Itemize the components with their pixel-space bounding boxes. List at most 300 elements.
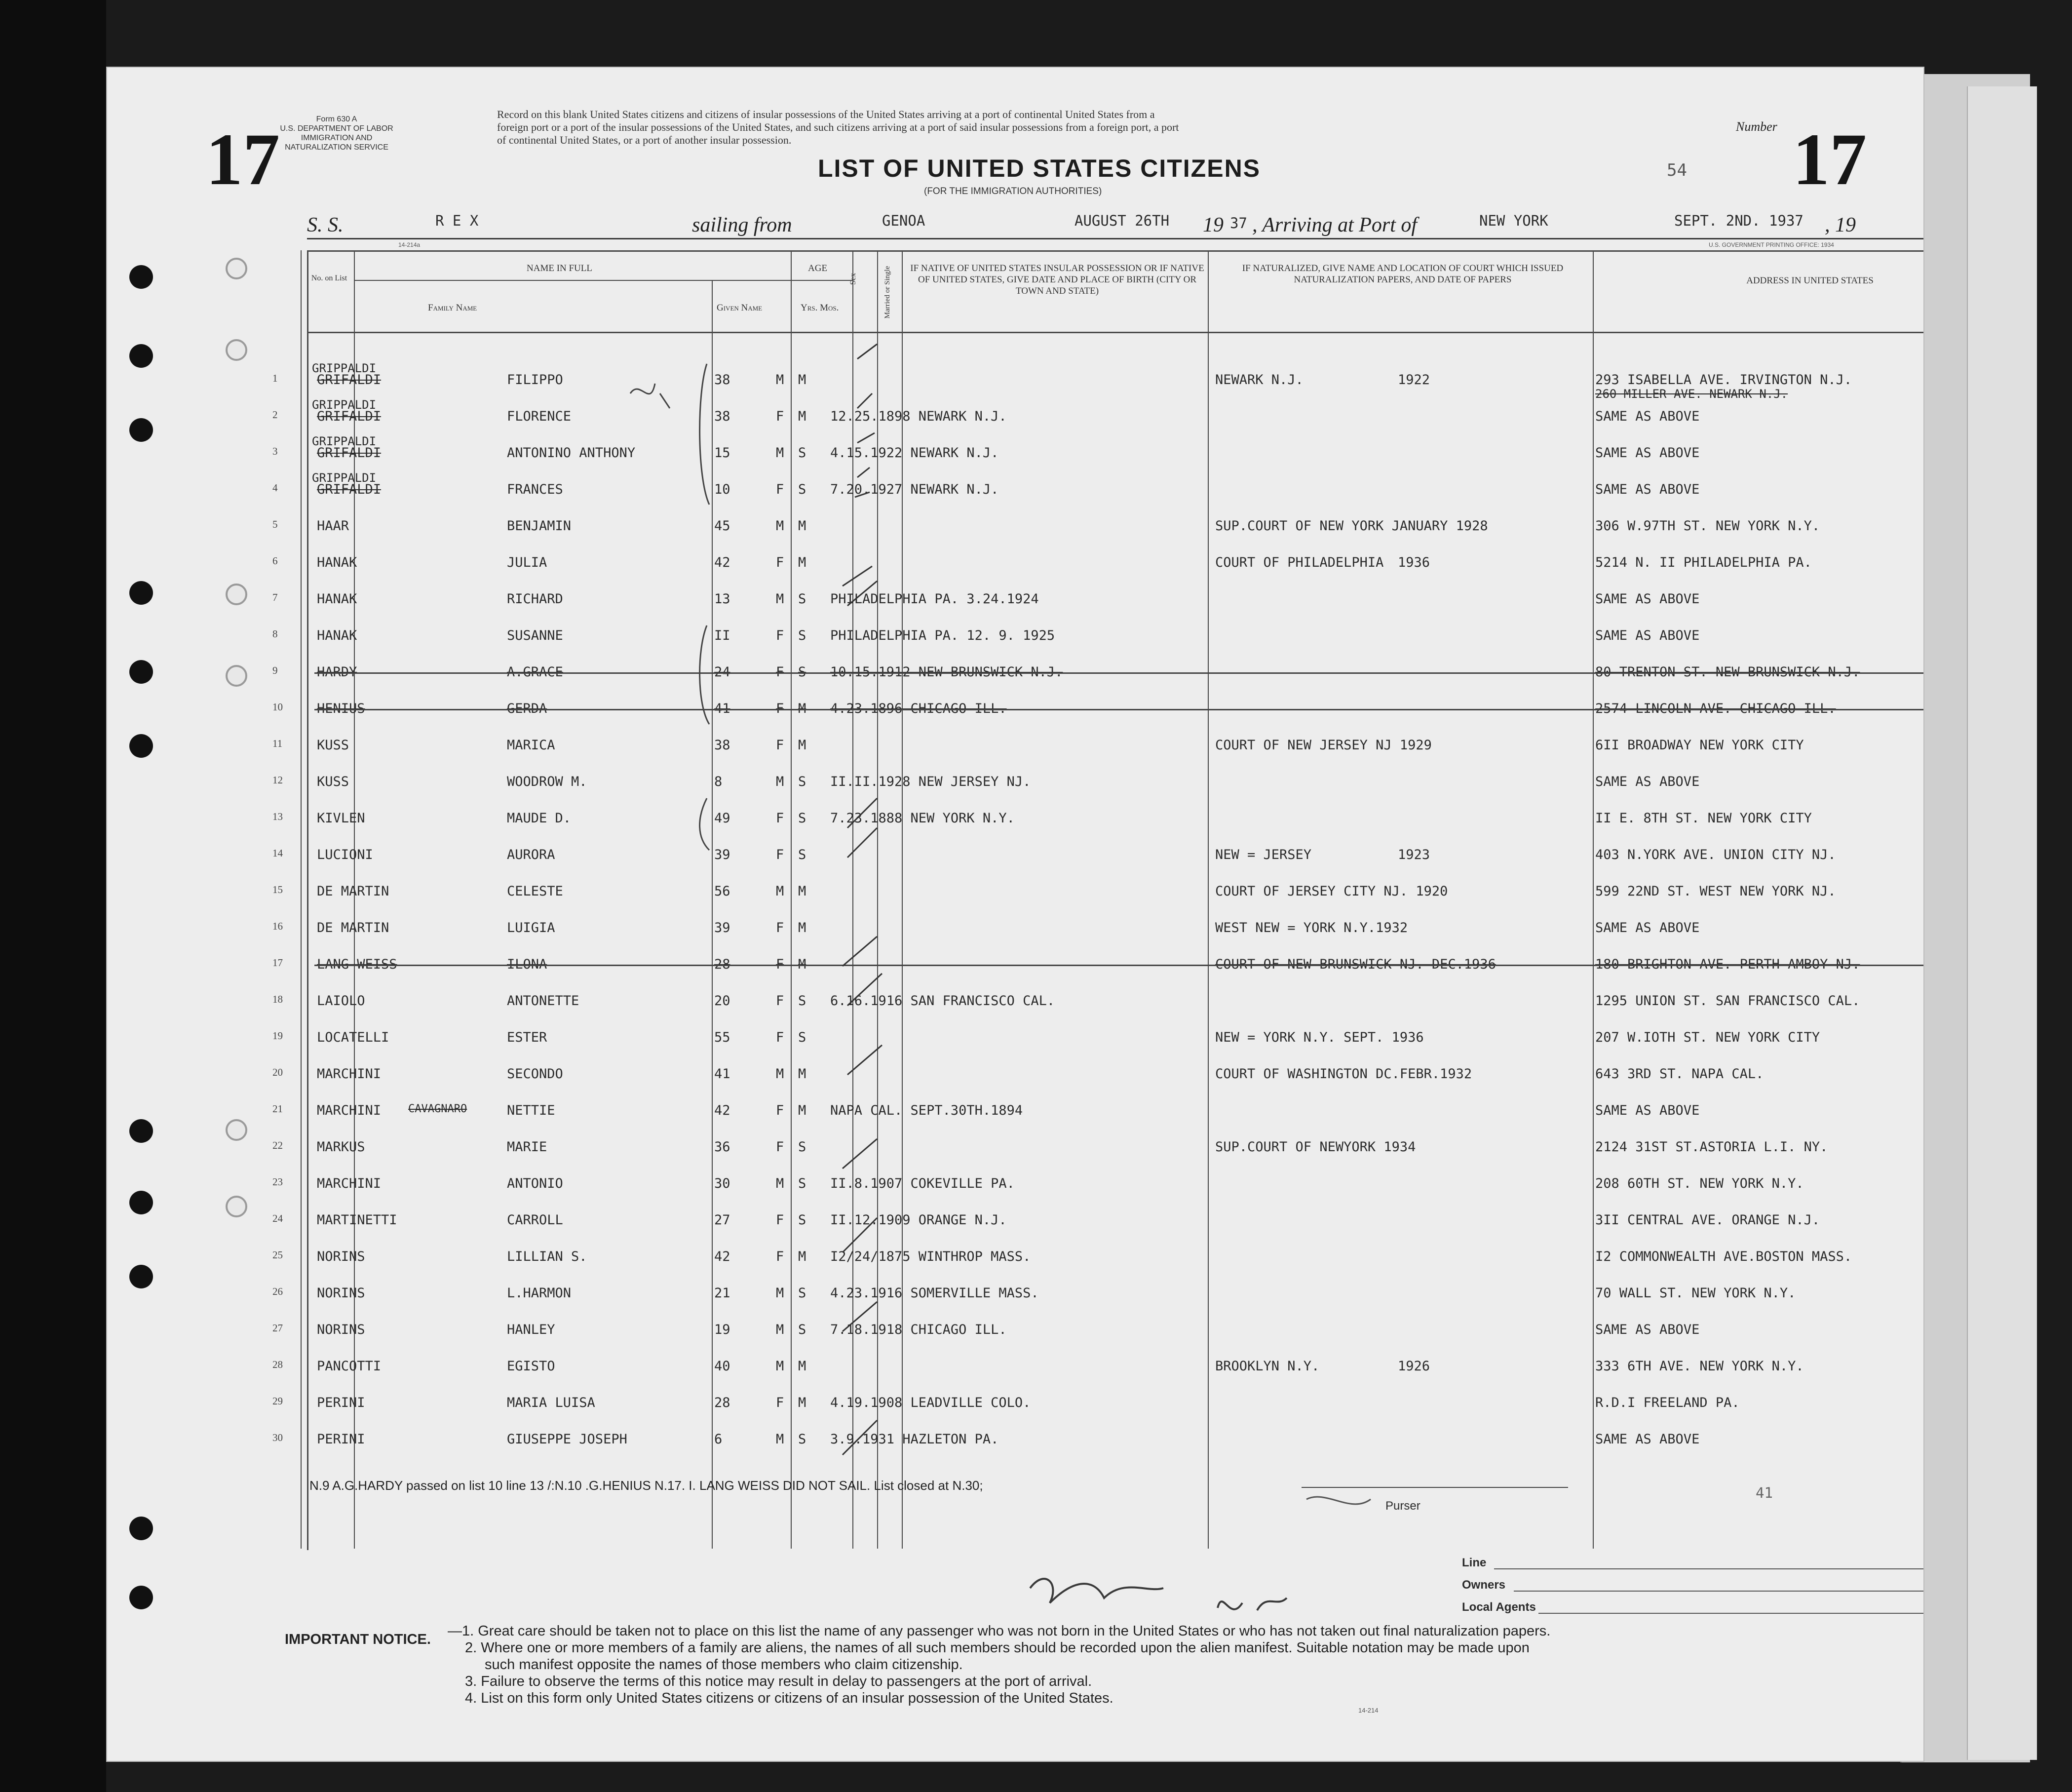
line-field [1494, 1568, 1924, 1569]
age: 28 [714, 1395, 730, 1410]
arriving-label: , Arriving at Port of [1252, 214, 1418, 236]
age: 38 [714, 372, 730, 388]
address: 2124 31ST ST.ASTORIA L.I. NY. [1595, 1139, 1828, 1155]
age: 42 [714, 1103, 730, 1118]
address: SAME AS ABOVE [1595, 409, 1700, 424]
notice-item: such manifest opposite the names of those members who claim citizenship. [485, 1657, 963, 1673]
row-number: 22 [272, 1139, 283, 1151]
marital-status: S [798, 847, 806, 862]
given-name: ANTONETTE [507, 993, 579, 1009]
row-number: 25 [272, 1249, 283, 1261]
sex: F [776, 1395, 784, 1410]
naturalization-info: BROOKLYN N.Y. [1215, 1359, 1320, 1374]
sex: F [776, 1139, 784, 1155]
preamble-line: of continental United States, or a port of another insular possession. [497, 134, 792, 146]
given-name: HANLEY [507, 1322, 555, 1337]
sex: F [776, 847, 784, 862]
address: 306 W.97TH ST. NEW YORK N.Y. [1595, 518, 1820, 534]
given-name: MAUDE D. [507, 811, 572, 826]
row-number: 14 [272, 847, 283, 859]
marital-status: S [798, 1030, 806, 1045]
sex: F [776, 555, 784, 570]
row-number: 1 [272, 372, 278, 384]
ship-name: R E X [435, 212, 479, 229]
marital-status: S [798, 1432, 806, 1447]
page-subtitle: (FOR THE IMMIGRATION AUTHORITIES) [924, 186, 1102, 196]
age: 55 [714, 1030, 730, 1045]
agents-label: Local Agents [1462, 1600, 1536, 1614]
age: 42 [714, 1249, 730, 1264]
family-name: KUSS [317, 738, 349, 753]
birth-info: PHILADELPHIA PA. 3.24.1924 [830, 591, 1039, 607]
address: R.D.I FREELAND PA. [1595, 1395, 1740, 1410]
address: 3II CENTRAL AVE. ORANGE N.J. [1595, 1212, 1820, 1228]
footer-form-code: 14-214 [1358, 1707, 1379, 1714]
birth-info: 3.9.1931 HAZLETON PA. [830, 1432, 999, 1447]
row-number: 12 [272, 774, 283, 786]
given-name: SUSANNE [507, 628, 563, 643]
address: SAME AS ABOVE [1595, 1103, 1700, 1118]
family-name: HANAK [317, 591, 357, 607]
age: 8 [714, 774, 723, 789]
row-number: 11 [272, 738, 283, 749]
given-name: NETTIE [507, 1103, 555, 1118]
page-count: 41 [1756, 1484, 1773, 1501]
marital-status: S [798, 664, 806, 680]
age: 56 [714, 884, 730, 899]
address: SAME AS ABOVE [1595, 445, 1700, 461]
marital-status: S [798, 1212, 806, 1228]
department-name: U.S. DEPARTMENT OF LABOR [280, 124, 393, 133]
arrival-port: NEW YORK [1479, 212, 1548, 229]
family-name: PANCOTTI [317, 1359, 382, 1374]
row-number: 15 [272, 884, 283, 896]
given-name: A.GRACE [507, 664, 563, 680]
closing-note: N.9 A.G.HARDY passed on list 10 line 13 /:N.10 .G.HENIUS N.17. I. LANG WEISS DID NOT SAIL. List closed at N.30; [309, 1478, 983, 1493]
sex: F [776, 993, 784, 1009]
given-name: ANTONIO [507, 1176, 563, 1191]
age: 39 [714, 920, 730, 935]
family-name: HANAK [317, 555, 357, 570]
row-number: 6 [272, 555, 278, 567]
birth-info: 7.23.1888 NEW YORK N.Y. [830, 811, 1015, 826]
birth-info: NAPA CAL. SEPT.30TH.1894 [830, 1103, 1023, 1118]
address: SAME AS ABOVE [1595, 774, 1700, 789]
family-name: GRIFALDI [317, 372, 382, 388]
row-number: 13 [272, 811, 283, 822]
address: 207 W.IOTH ST. NEW YORK CITY [1595, 1030, 1820, 1045]
address: I2 COMMONWEALTH AVE.BOSTON MASS. [1595, 1249, 1852, 1264]
given-name: CELESTE [507, 884, 563, 899]
sex: M [776, 1359, 784, 1374]
row-number: 16 [272, 920, 283, 932]
agents-field [1538, 1613, 1924, 1614]
given-name: MARIA LUISA [507, 1395, 595, 1410]
form-code: 14-214a [398, 241, 421, 248]
age: 27 [714, 1212, 730, 1228]
family-name: MARCHINI [317, 1103, 382, 1118]
given-name: EGISTO [507, 1359, 555, 1374]
col-name-in-full: NAME IN FULL [527, 263, 592, 273]
naturalization-info: COURT OF PHILADELPHIA [1215, 555, 1384, 570]
sex: F [776, 482, 784, 497]
row-number: 4 [272, 482, 278, 494]
marital-status: M [798, 701, 806, 716]
manifest-page [106, 67, 1924, 1762]
naturalization-info: NEW = YORK N.Y. SEPT. 1936 [1215, 1030, 1424, 1045]
family-name: GRIFALDI [317, 409, 382, 424]
marital-status: M [798, 1395, 806, 1410]
sex: F [776, 701, 784, 716]
given-name: LUIGIA [507, 920, 555, 935]
sex: M [776, 1322, 784, 1337]
marital-status: M [798, 957, 806, 972]
age: 15 [714, 445, 730, 461]
preamble-line: Record on this blank United States citizens and citizens of insular possessions of the United States arriving at a port of continental United States from a [497, 108, 1155, 120]
family-name: MARCHINI [317, 1066, 382, 1082]
given-name: RICHARD [507, 591, 563, 607]
col-birth: IF NATIVE OF UNITED STATES INSULAR POSSESSION OR IF NATIVE OF UNITED STATES, GIVE DATE AND PLACE OF BIRTH (CITY OR TOWN AND STATE) [910, 263, 1204, 296]
notice-item: —1. Great care should be taken not to place on this list the name of any passenger who was not born in the United States or who has not taken out final naturalization papers. [448, 1623, 1551, 1639]
age: 21 [714, 1286, 730, 1301]
printing-office: U.S. GOVERNMENT PRINTING OFFICE: 1934 [1709, 241, 1834, 248]
address: 403 N.YORK AVE. UNION CITY NJ. [1595, 847, 1836, 862]
sex: F [776, 1103, 784, 1118]
row-number: 30 [272, 1432, 283, 1443]
marital-status: S [798, 811, 806, 826]
family-name: LOCATELLI [317, 1030, 389, 1045]
sex: M [776, 591, 784, 607]
birth-info: I2/24/1875 WINTHROP MASS. [830, 1249, 1031, 1264]
naturalization-info: WEST NEW = YORK N.Y.1932 [1215, 920, 1408, 935]
family-name-correction: GRIPPALDI [312, 471, 377, 485]
naturalization-info: NEWARK N.J. [1215, 372, 1304, 388]
address: SAME AS ABOVE [1595, 920, 1700, 935]
owners-field [1514, 1591, 1924, 1592]
address: 5214 N. II PHILADELPHIA PA. [1595, 555, 1812, 570]
marital-status: S [798, 591, 806, 607]
age: II [714, 628, 730, 643]
sex: F [776, 664, 784, 680]
given-name: MARIE [507, 1139, 547, 1155]
naturalization-info: COURT OF WASHINGTON DC.FEBR.1932 [1215, 1066, 1472, 1082]
naturalization-year: 1922 [1398, 372, 1430, 388]
row-number: 7 [272, 591, 278, 603]
notice-item: 4. List on this form only United States citizens or citizens of an insular possession of the United States. [465, 1690, 1113, 1706]
sex: F [776, 409, 784, 424]
row-number: 23 [272, 1176, 283, 1188]
col-naturalized: IF NATURALIZED, GIVE NAME AND LOCATION OF COURT WHICH ISSUED NATURALIZATION PAPERS, AND DATE OF PAPERS [1242, 263, 1564, 285]
given-name: LILLIAN S. [507, 1249, 587, 1264]
naturalization-info: COURT OF NEW BRUNSWICK NJ. DEC.1936 [1215, 957, 1496, 972]
service-line-1: IMMIGRATION AND [301, 134, 373, 142]
sailing-label: sailing from [692, 214, 792, 236]
given-name: SECONDO [507, 1066, 563, 1082]
given-name: FILIPPO [507, 372, 563, 388]
sex: F [776, 1212, 784, 1228]
marital-status: S [798, 993, 806, 1009]
service-line-2: NATURALIZATION SERVICE [285, 143, 388, 152]
marital-status: S [798, 1286, 806, 1301]
page-reference: 54 [1667, 160, 1687, 180]
age: 36 [714, 1139, 730, 1155]
family-name-correction: GRIPPALDI [312, 434, 377, 448]
family-name: NORINS [317, 1322, 365, 1337]
address: 2574 LINCOLN AVE. CHICAGO ILL. [1595, 701, 1836, 716]
sex: M [776, 1286, 784, 1301]
row-number: 3 [272, 445, 278, 457]
family-name: PERINI [317, 1432, 365, 1447]
family-name: HAAR [317, 518, 349, 534]
birth-info: 4.19.1908 LEADVILLE COLO. [830, 1395, 1031, 1410]
col-given-name: Given Name [717, 303, 763, 313]
row-number: 17 [272, 957, 283, 969]
given-name: L.HARMON [507, 1286, 572, 1301]
row-number: 27 [272, 1322, 283, 1334]
family-name: PERINI [317, 1395, 365, 1410]
given-name: AURORA [507, 847, 555, 862]
age: 45 [714, 518, 730, 534]
birth-info: 7.18.1918 CHICAGO ILL. [830, 1322, 1007, 1337]
row-number: 21 [272, 1103, 283, 1115]
naturalization-year: 1936 [1398, 555, 1430, 570]
address: 333 6TH AVE. NEW YORK N.Y. [1595, 1359, 1804, 1374]
sex: F [776, 811, 784, 826]
sheet-number-right: 17 [1793, 118, 1867, 200]
age: 39 [714, 847, 730, 862]
sex: F [776, 920, 784, 935]
age: 49 [714, 811, 730, 826]
birth-info: 12.25.1898 NEWARK N.J. [830, 409, 1007, 424]
naturalization-year: 1926 [1398, 1359, 1430, 1374]
age: 41 [714, 701, 730, 716]
form-number: Form 630 A [316, 115, 357, 123]
age: 10 [714, 482, 730, 497]
col-address: ADDRESS IN UNITED STATES [1746, 275, 1874, 286]
birth-info: II.II.1928 NEW JERSEY NJ. [830, 774, 1031, 789]
age: 19 [714, 1322, 730, 1337]
marital-status: S [798, 1322, 806, 1337]
given-name: ESTER [507, 1030, 547, 1045]
handwritten-annotations [107, 68, 1923, 1761]
col-sex-label: Sex [849, 273, 857, 285]
departure-port: GENOA [882, 212, 925, 229]
row-number: 10 [272, 701, 283, 713]
naturalization-info: SUP.COURT OF NEWYORK 1934 [1215, 1139, 1416, 1155]
marital-status: M [798, 884, 806, 899]
naturalization-info: COURT OF NEW JERSEY NJ 1929 [1215, 738, 1432, 753]
naturalization-info: COURT OF JERSEY CITY NJ. 1920 [1215, 884, 1448, 899]
marital-status: S [798, 1176, 806, 1191]
marital-status: S [798, 1139, 806, 1155]
age: 13 [714, 591, 730, 607]
family-name: MARCHINI [317, 1176, 382, 1191]
sex: F [776, 738, 784, 753]
age: 38 [714, 738, 730, 753]
family-name-correction: GRIPPALDI [312, 361, 377, 375]
marital-status: S [798, 628, 806, 643]
notice-item: 3. Failure to observe the terms of this notice may result in delay to passengers at the port of arrival. [465, 1674, 1092, 1689]
family-name: HANAK [317, 628, 357, 643]
given-name: BENJAMIN [507, 518, 572, 534]
age: 28 [714, 957, 730, 972]
given-name: WOODROW M. [507, 774, 587, 789]
given-name: JULIA [507, 555, 547, 570]
preamble-line: foreign port or a port of the insular possessions of the United States, and such citizens arriving at a port of said insular possessions from a foreign port, a port [497, 121, 1179, 133]
address-struck: 260 MILLER AVE. NEWARK N.J. [1595, 387, 1788, 401]
birth-info: 10.15.1912 NEW BRUNSWICK N.J. [830, 664, 1063, 680]
naturalization-year: 1923 [1398, 847, 1430, 862]
address: SAME AS ABOVE [1595, 1432, 1700, 1447]
row-number: 5 [272, 518, 278, 530]
address: SAME AS ABOVE [1595, 1322, 1700, 1337]
given-name: FLORENCE [507, 409, 572, 424]
family-name: LAIOLO [317, 993, 365, 1009]
family-name: DE MARTIN [317, 884, 389, 899]
sex: F [776, 1249, 784, 1264]
marital-status: M [798, 555, 806, 570]
purser-signature-line [1302, 1487, 1568, 1488]
year-prefix: 19 [1203, 214, 1224, 236]
family-name: LUCIONI [317, 847, 373, 862]
row-number: 18 [272, 993, 283, 1005]
sex: F [776, 957, 784, 972]
address: SAME AS ABOVE [1595, 591, 1700, 607]
year-suffix: 37 [1230, 215, 1247, 232]
sex: M [776, 774, 784, 789]
birth-info: 4.23.1896 CHICAGO ILL. [830, 701, 1007, 716]
sex: M [776, 372, 784, 388]
family-name-struck: CAVAGNARO [408, 1103, 467, 1115]
address: 599 22ND ST. WEST NEW YORK NJ. [1595, 884, 1836, 899]
address: 180 BRIGHTON AVE. PERTH AMBOY NJ. [1595, 957, 1860, 972]
address: II E. 8TH ST. NEW YORK CITY [1595, 811, 1812, 826]
address: 80 TRENTON ST. NEW BRUNSWICK N.J. [1595, 664, 1860, 680]
scan-border-left [0, 0, 106, 1792]
family-name: HARDY [317, 664, 357, 680]
age: 38 [714, 409, 730, 424]
sex: M [776, 1176, 784, 1191]
family-name: NORINS [317, 1249, 365, 1264]
age: 40 [714, 1359, 730, 1374]
marital-status: M [798, 920, 806, 935]
row-number: 24 [272, 1212, 283, 1224]
family-name: MARKUS [317, 1139, 365, 1155]
marital-status: M [798, 372, 806, 388]
col-married: Married or Single [883, 266, 891, 319]
birth-info: PHILADELPHIA PA. 12. 9. 1925 [830, 628, 1055, 643]
family-name: GRIFALDI [317, 482, 382, 497]
sex: F [776, 628, 784, 643]
sex: F [776, 1030, 784, 1045]
family-name: LANG WEISS [317, 957, 397, 972]
given-name: GIUSEPPE JOSEPH [507, 1432, 627, 1447]
marital-status: S [798, 774, 806, 789]
marital-status: S [798, 482, 806, 497]
marital-status: M [798, 409, 806, 424]
marital-status: S [798, 445, 806, 461]
given-name: ANTONINO ANTHONY [507, 445, 636, 461]
birth-info: II.8.1907 COKEVILLE PA. [830, 1176, 1015, 1191]
address: SAME AS ABOVE [1595, 482, 1700, 497]
row-number: 2 [272, 409, 278, 421]
address: SAME AS ABOVE [1595, 628, 1700, 643]
age: 30 [714, 1176, 730, 1191]
marital-status: M [798, 518, 806, 534]
line-label: Line [1462, 1556, 1487, 1569]
address: 643 3RD ST. NAPA CAL. [1595, 1066, 1764, 1082]
sex: M [776, 445, 784, 461]
age: 24 [714, 664, 730, 680]
address: 293 ISABELLA AVE. IRVINGTON N.J. [1595, 372, 1852, 388]
ss-label: S. S. [307, 214, 344, 236]
row-number: 9 [272, 664, 278, 676]
owners-label: Owners [1462, 1578, 1506, 1592]
address: 1295 UNION ST. SAN FRANCISCO CAL. [1595, 993, 1860, 1009]
given-name: FRANCES [507, 482, 563, 497]
marital-status: M [798, 1359, 806, 1374]
family-name: DE MARTIN [317, 920, 389, 935]
marital-status: M [798, 1249, 806, 1264]
family-name: MARTINETTI [317, 1212, 397, 1228]
given-name: ILONA [507, 957, 547, 972]
family-name: KUSS [317, 774, 349, 789]
birth-info: 6.16.1916 SAN FRANCISCO CAL. [830, 993, 1055, 1009]
year-tail: , 19 [1825, 214, 1856, 236]
number-label: Number [1736, 119, 1777, 134]
address: 70 WALL ST. NEW YORK N.Y. [1595, 1286, 1796, 1301]
col-yrs-mos: Yrs. Mos. [801, 303, 839, 313]
family-name: HENIUS [317, 701, 365, 716]
col-no: No. on List [311, 274, 347, 282]
notice-item: 2. Where one or more members of a family are aliens, the names of all such members should be recorded upon the alien manifest. Suitable notation may be made upon [465, 1640, 1530, 1656]
marital-status: M [798, 1103, 806, 1118]
given-name: GERDA [507, 701, 547, 716]
sheet-number-left: 17 [206, 118, 280, 200]
age: 41 [714, 1066, 730, 1082]
row-number: 28 [272, 1359, 283, 1370]
marital-status: M [798, 1066, 806, 1082]
family-name: GRIFALDI [317, 445, 382, 461]
given-name: CARROLL [507, 1212, 563, 1228]
age: 20 [714, 993, 730, 1009]
row-number: 8 [272, 628, 278, 640]
col-age: AGE [808, 263, 828, 273]
sex: M [776, 1066, 784, 1082]
birth-info: II.12.1909 ORANGE N.J. [830, 1212, 1007, 1228]
family-name: KIVLEN [317, 811, 365, 826]
family-name: NORINS [317, 1286, 365, 1301]
address: 6II BROADWAY NEW YORK CITY [1595, 738, 1804, 753]
marital-status: M [798, 738, 806, 753]
row-number: 26 [272, 1286, 283, 1297]
sheet-edge-behind-2 [1967, 86, 2037, 1760]
address: 208 60TH ST. NEW YORK N.Y. [1595, 1176, 1804, 1191]
notice-heading: IMPORTANT NOTICE. [285, 1632, 431, 1647]
departure-date: AUGUST 26TH [1074, 212, 1170, 229]
sex: M [776, 884, 784, 899]
age: 42 [714, 555, 730, 570]
family-name-correction: GRIPPALDI [312, 398, 377, 412]
purser-label: Purser [1385, 1499, 1420, 1513]
age: 6 [714, 1432, 723, 1447]
birth-info: 4.23.1916 SOMERVILLE MASS. [830, 1286, 1039, 1301]
row-number: 20 [272, 1066, 283, 1078]
sex: M [776, 1432, 784, 1447]
col-family-name: Family Name [428, 303, 477, 313]
arrival-date: SEPT. 2ND. 1937 [1674, 212, 1803, 229]
page-title: LIST OF UNITED STATES CITIZENS [818, 155, 1261, 182]
